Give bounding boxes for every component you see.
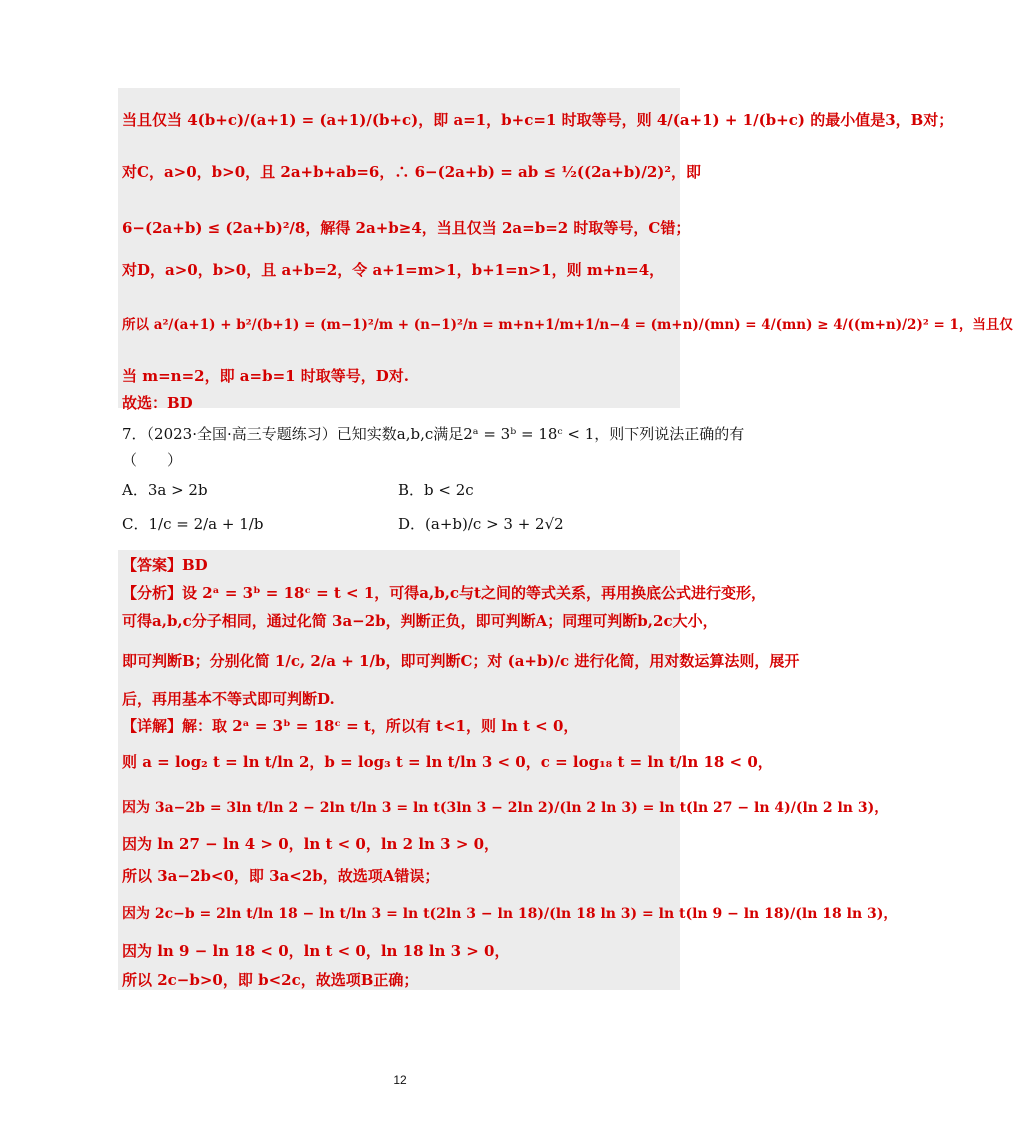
analysis-line-1: 【分析】设 2ᵃ = 3ᵇ = 18ᶜ = t < 1，可得a,b,c与t之间的等式关系，再用换底公式进行变形， [122,584,766,602]
page-number: 12 [393,1073,407,1087]
detail-line-4: 因为 ln 27 − ln 4 > 0，ln t < 0，ln 2 ln 3 > 0， [122,835,500,853]
solution-shading-top [118,88,680,408]
detail-line-7: 因为 ln 9 − ln 18 < 0，ln t < 0，ln 18 ln 3 > 0， [122,942,510,960]
option-b: B．b < 2c [398,481,474,499]
question-paren: （ ） [122,451,183,469]
top-line-2: 对C，a>0，b>0，且 2a+b+ab=6，∴ 6−(2a+b) = ab ≤ ½((2a+b)/2)²，即 [122,163,701,181]
detail-line-3: 因为 3a−2b = 3ln t/ln 2 − 2ln t/ln 3 = ln t(3ln 3 − 2ln 2)/(ln 2 ln 3) = ln t(ln 27 − ln 4)/(ln 2 ln 3)， [122,800,889,816]
detail-line-6: 因为 2c−b = 2ln t/ln 18 − ln t/ln 3 = ln t(2ln 3 − ln 18)/(ln 18 ln 3) = ln t(ln 9 − ln 18)/(ln 18 ln 3)， [122,906,898,922]
answer-label: 【答案】BD [122,556,208,574]
option-c: C．1/c = 2/a + 1/b [122,515,264,533]
top-line-1: 当且仅当 4(b+c)/(a+1) = (a+1)/(b+c)，即 a=1，b+c=1 时取等号，则 4/(a+1) + 1/(b+c) 的最小值是3，B对； [122,111,954,129]
question-stem: 7．（2023·全国·高三专题练习）已知实数a,b,c满足2ᵃ = 3ᵇ = 18ᶜ < 1，则下列说法正确的有 [122,425,745,443]
option-a: A．3a > 2b [122,481,208,499]
top-line-3: 6−(2a+b) ≤ (2a+b)²/8，解得 2a+b≥4，当且仅当 2a=b=2 时取等号，C错； [122,219,691,237]
analysis-line-4: 后，再用基本不等式即可判断D. [122,690,335,708]
analysis-line-3: 即可判断B；分别化简 1/c, 2/a + 1/b，即可判断C；对 (a+b)/c 进行化简，用对数运算法则，展开 [122,652,800,670]
detail-line-1: 【详解】解：取 2ᵃ = 3ᵇ = 18ᶜ = t，所以有 t<1，则 ln t < 0， [122,717,579,735]
analysis-line-2: 可得a,b,c分子相同，通过化简 3a−2b，判断正负，即可判断A；同理可判断b,2c大小， [122,612,718,630]
detail-line-8: 所以 2c−b>0，即 b<2c，故选项B正确； [122,971,419,989]
top-line-5: 所以 a²/(a+1) + b²/(b+1) = (m−1)²/m + (n−1)²/n = m+n+1/m+1/n−4 = (m+n)/(mn) = 4/(mn) ≥ 4/((m+n)/2)² = 1，当且仅 [122,317,1013,333]
top-line-6: 当 m=n=2，即 a=b=1 时取等号，D对. [122,367,410,385]
top-line-7: 故选：BD [122,394,193,412]
detail-line-2: 则 a = log₂ t = ln t/ln 2，b = log₃ t = ln t/ln 3 < 0，c = log₁₈ t = ln t/ln 18 < 0， [122,753,773,771]
option-d: D．(a+b)/c > 3 + 2√2 [398,515,564,533]
detail-line-5: 所以 3a−2b<0，即 3a<2b，故选项A错误； [122,867,440,885]
top-line-4: 对D，a>0，b>0，且 a+b=2，令 a+1=m>1，b+1=n>1，则 m+n=4， [122,261,665,279]
